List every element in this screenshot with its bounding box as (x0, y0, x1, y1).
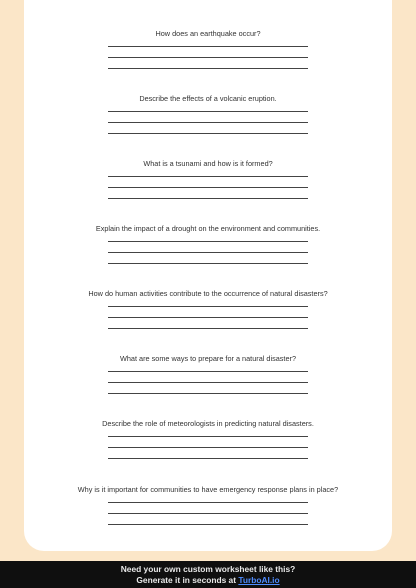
answer-line[interactable] (108, 133, 308, 134)
question-text: How do human activities contribute to the occurrence of natural disasters? (88, 289, 328, 298)
question-text: What are some ways to prepare for a natural disaster? (119, 354, 297, 363)
answer-line[interactable] (108, 436, 308, 437)
question-text: What is a tsunami and how is it formed? (143, 159, 273, 168)
question-text: Describe the effects of a volcanic eruption. (139, 94, 277, 103)
answer-line[interactable] (108, 198, 308, 199)
answer-line[interactable] (108, 122, 308, 123)
answer-line[interactable] (108, 502, 308, 503)
answer-line[interactable] (108, 524, 308, 525)
question-block (24, 419, 392, 459)
answer-line[interactable] (108, 371, 308, 372)
answer-line[interactable] (108, 317, 308, 318)
turboai-link[interactable]: TurboAI.io (238, 574, 280, 585)
answer-line[interactable] (108, 447, 308, 448)
answer-line[interactable] (108, 328, 308, 329)
question-text: How does an earthquake occur? (155, 29, 261, 38)
answer-line[interactable] (108, 187, 308, 188)
answer-line[interactable] (108, 382, 308, 383)
promo-line-2 (0, 575, 416, 586)
question-block (24, 485, 392, 525)
promo-line-1: Need your own custom worksheet like this? (120, 564, 296, 574)
promo-footer (0, 561, 416, 588)
question-block (24, 29, 392, 69)
answer-line[interactable] (108, 68, 308, 69)
answer-line[interactable] (108, 263, 308, 264)
question-text: Explain the impact of a drought on the environment and communities. (95, 224, 321, 233)
question-block (24, 224, 392, 264)
answer-line[interactable] (108, 393, 308, 394)
answer-line[interactable] (108, 46, 308, 47)
question-block (24, 289, 392, 329)
question-block (24, 159, 392, 199)
question-text: Describe the role of meteorologists in predicting natural disasters. (102, 419, 314, 428)
answer-line[interactable] (108, 252, 308, 253)
question-block (24, 94, 392, 134)
question-text: Why is it important for communities to have emergency response plans in place? (77, 485, 339, 494)
answer-line[interactable] (108, 458, 308, 459)
answer-line[interactable] (108, 513, 308, 514)
worksheet-sheet (24, 0, 392, 551)
question-block (24, 354, 392, 394)
answer-line[interactable] (108, 241, 308, 242)
answer-line[interactable] (108, 176, 308, 177)
answer-line[interactable] (108, 306, 308, 307)
answer-line[interactable] (108, 111, 308, 112)
answer-line[interactable] (108, 57, 308, 58)
promo-line-2-text: Generate it in seconds at (136, 574, 239, 585)
